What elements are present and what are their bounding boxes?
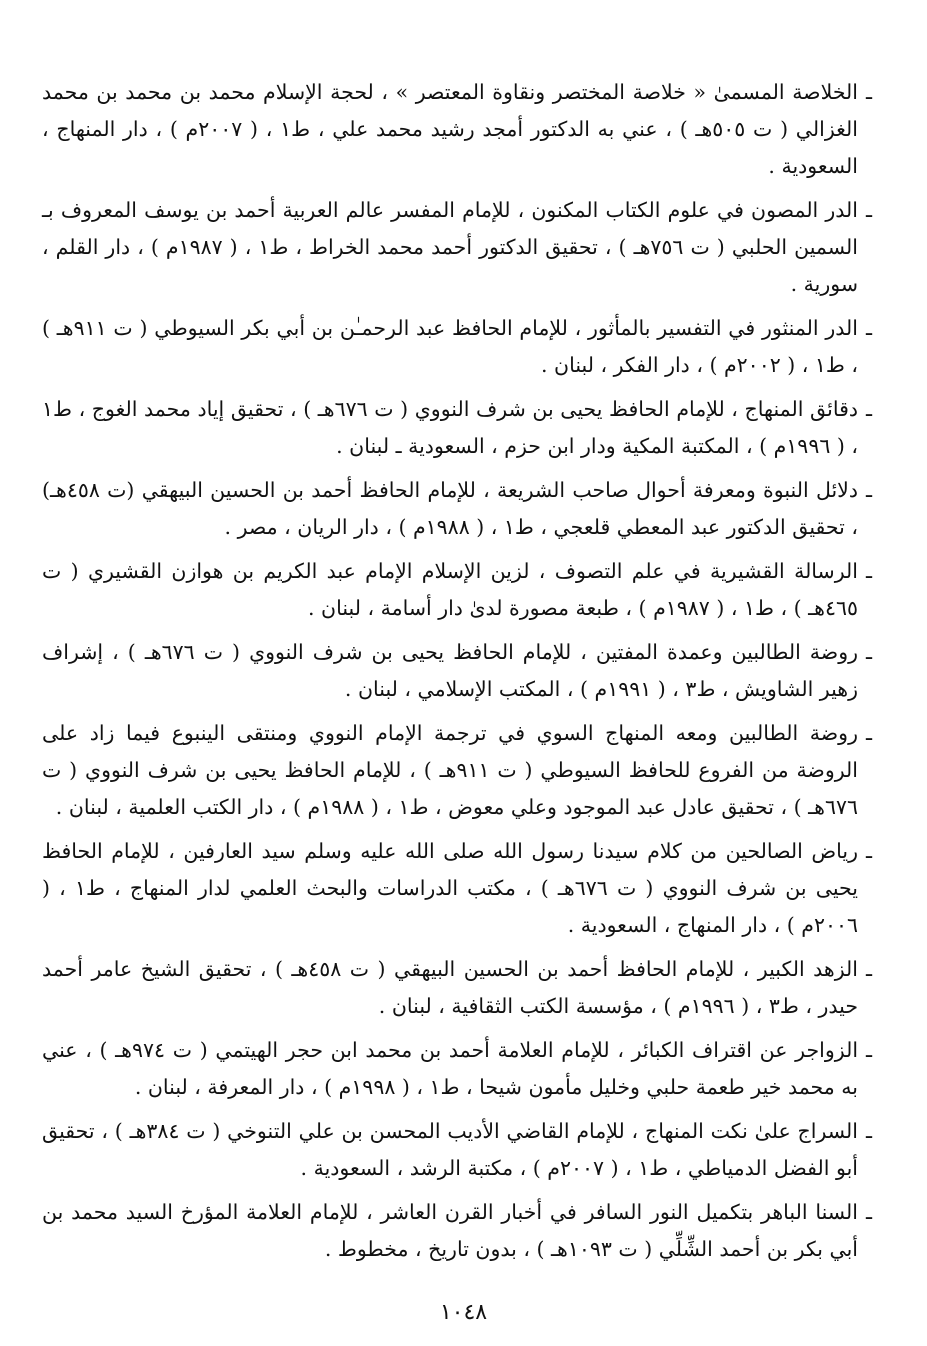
bibliography-list [42,74,872,1275]
bibliography-entry: ـ السنا الباهر بتكميل النور السافر في أخبار القرن العاشر ، للإمام العلامة المؤرخ السيد محمد بن أبي بكر بن أحمد الشِّلِّي ( ت ١٠٩٣هـ ) ، بدون تاريخ ، مخطوط . [42,1194,872,1268]
bibliography-entry: ـ الزهد الكبير ، للإمام الحافظ أحمد بن الحسين البيهقي ( ت ٤٥٨هـ ) ، تحقيق الشيخ عامر أحمد حيدر ، ط٣ ، ( ١٩٩٦م ) ، مؤسسة الكتب الثقافية ، لبنان . [42,951,872,1025]
bibliography-entry: ـ الرسالة القشيرية في علم التصوف ، لزين الإسلام الإمام عبد الكريم بن هوازن القشيري ( ت ٤٦٥هـ ) ، ط١ ، ( ١٩٨٧م ) ، طبعة مصورة لدىٰ دار أسامة ، لبنان . [42,553,872,627]
page-number: ١٠٤٨ [439,1300,488,1325]
bibliography-entry: ـ دلائل النبوة ومعرفة أحوال صاحب الشريعة ، للإمام الحافظ أحمد بن الحسين البيهقي (ت ٤٥٨هـ) ، تحقيق الدكتور عبد المعطي قلعجي ، ط١ ، ( ١٩٨٨م ) ، دار الريان ، مصر . [42,472,872,546]
bibliography-entry: ـ الدر المنثور في التفسير بالمأثور ، للإمام الحافظ عبد الرحمـٰن بن أبي بكر السيوطي ( ت ٩١١هـ ) ، ط١ ، ( ٢٠٠٢م ) ، دار الفكر ، لبنان . [42,310,872,384]
bibliography-entry: ـ روضة الطالبين ومعه المنهاج السوي في ترجمة الإمام النووي ومنتقى الينبوع فيما زاد على الروضة من الفروع للحافظ السيوطي ( ت ٩١١هـ ) ، للإمام الحافظ يحيى بن شرف النووي ( ت ٦٧٦هـ ) ، تحقيق عادل عبد الموجود وعلي معوض ، ط١ ، ( ١٩٨٨م ) ، دار الكتب العلمية ، لبنان . [42,715,872,826]
bibliography-entry: ـ الدر المصون في علوم الكتاب المكنون ، للإمام المفسر عالم العربية أحمد بن يوسف المعروف بـ السمين الحلبي ( ت ٧٥٦هـ ) ، تحقيق الدكتور أحمد محمد الخراط ، ط١ ، ( ١٩٨٧م ) ، دار القلم ، سورية . [42,192,872,303]
bibliography-entry: ـ روضة الطالبين وعمدة المفتين ، للإمام الحافظ يحيى بن شرف النووي ( ت ٦٧٦هـ ) ، إشراف زهير الشاويش ، ط٣ ، ( ١٩٩١م ) ، المكتب الإسلامي ، لبنان . [42,634,872,708]
bibliography-entry: ـ دقائق المنهاج ، للإمام الحافظ يحيى بن شرف النووي ( ت ٦٧٦هـ ) ، تحقيق إياد محمد الغوج ، ط١ ، ( ١٩٩٦م ) ، المكتبة المكية ودار ابن حزم ، السعودية ـ لبنان . [42,391,872,465]
bibliography-entry: ـ الزواجر عن اقتراف الكبائر ، للإمام العلامة أحمد بن محمد ابن حجر الهيتمي ( ت ٩٧٤هـ ) ، عني به محمد خير طعمة حلبي وخليل مأمون شيحا ، ط١ ، ( ١٩٩٨م ) ، دار المعرفة ، لبنان . [42,1032,872,1106]
bibliography-entry: ـ الخلاصة المسمىٰ « خلاصة المختصر ونقاوة المعتصر » ، لحجة الإسلام محمد بن محمد بن محمد الغزالي ( ت ٥٠٥هـ ) ، عني به الدكتور أمجد رشيد محمد علي ، ط١ ، ( ٢٠٠٧م ) ، دار المنهاج ، السعودية . [42,74,872,185]
bibliography-entry: ـ السراج علىٰ نكت المنهاج ، للإمام القاضي الأديب المحسن بن علي التنوخي ( ت ٣٨٤هـ ) ، تحقيق أبو الفضل الدمياطي ، ط١ ، ( ٢٠٠٧م ) ، مكتبة الرشد ، السعودية . [42,1113,872,1187]
bibliography-entry: ـ رياض الصالحين من كلام سيدنا رسول الله صلى الله عليه وسلم سيد العارفين ، للإمام الحافظ يحيى بن شرف النووي ( ت ٦٧٦هـ ) ، مكتب الدراسات والبحث العلمي لدار المنهاج ، ط١ ، ( ٢٠٠٦م ) ، دار المنهاج ، السعودية . [42,833,872,944]
